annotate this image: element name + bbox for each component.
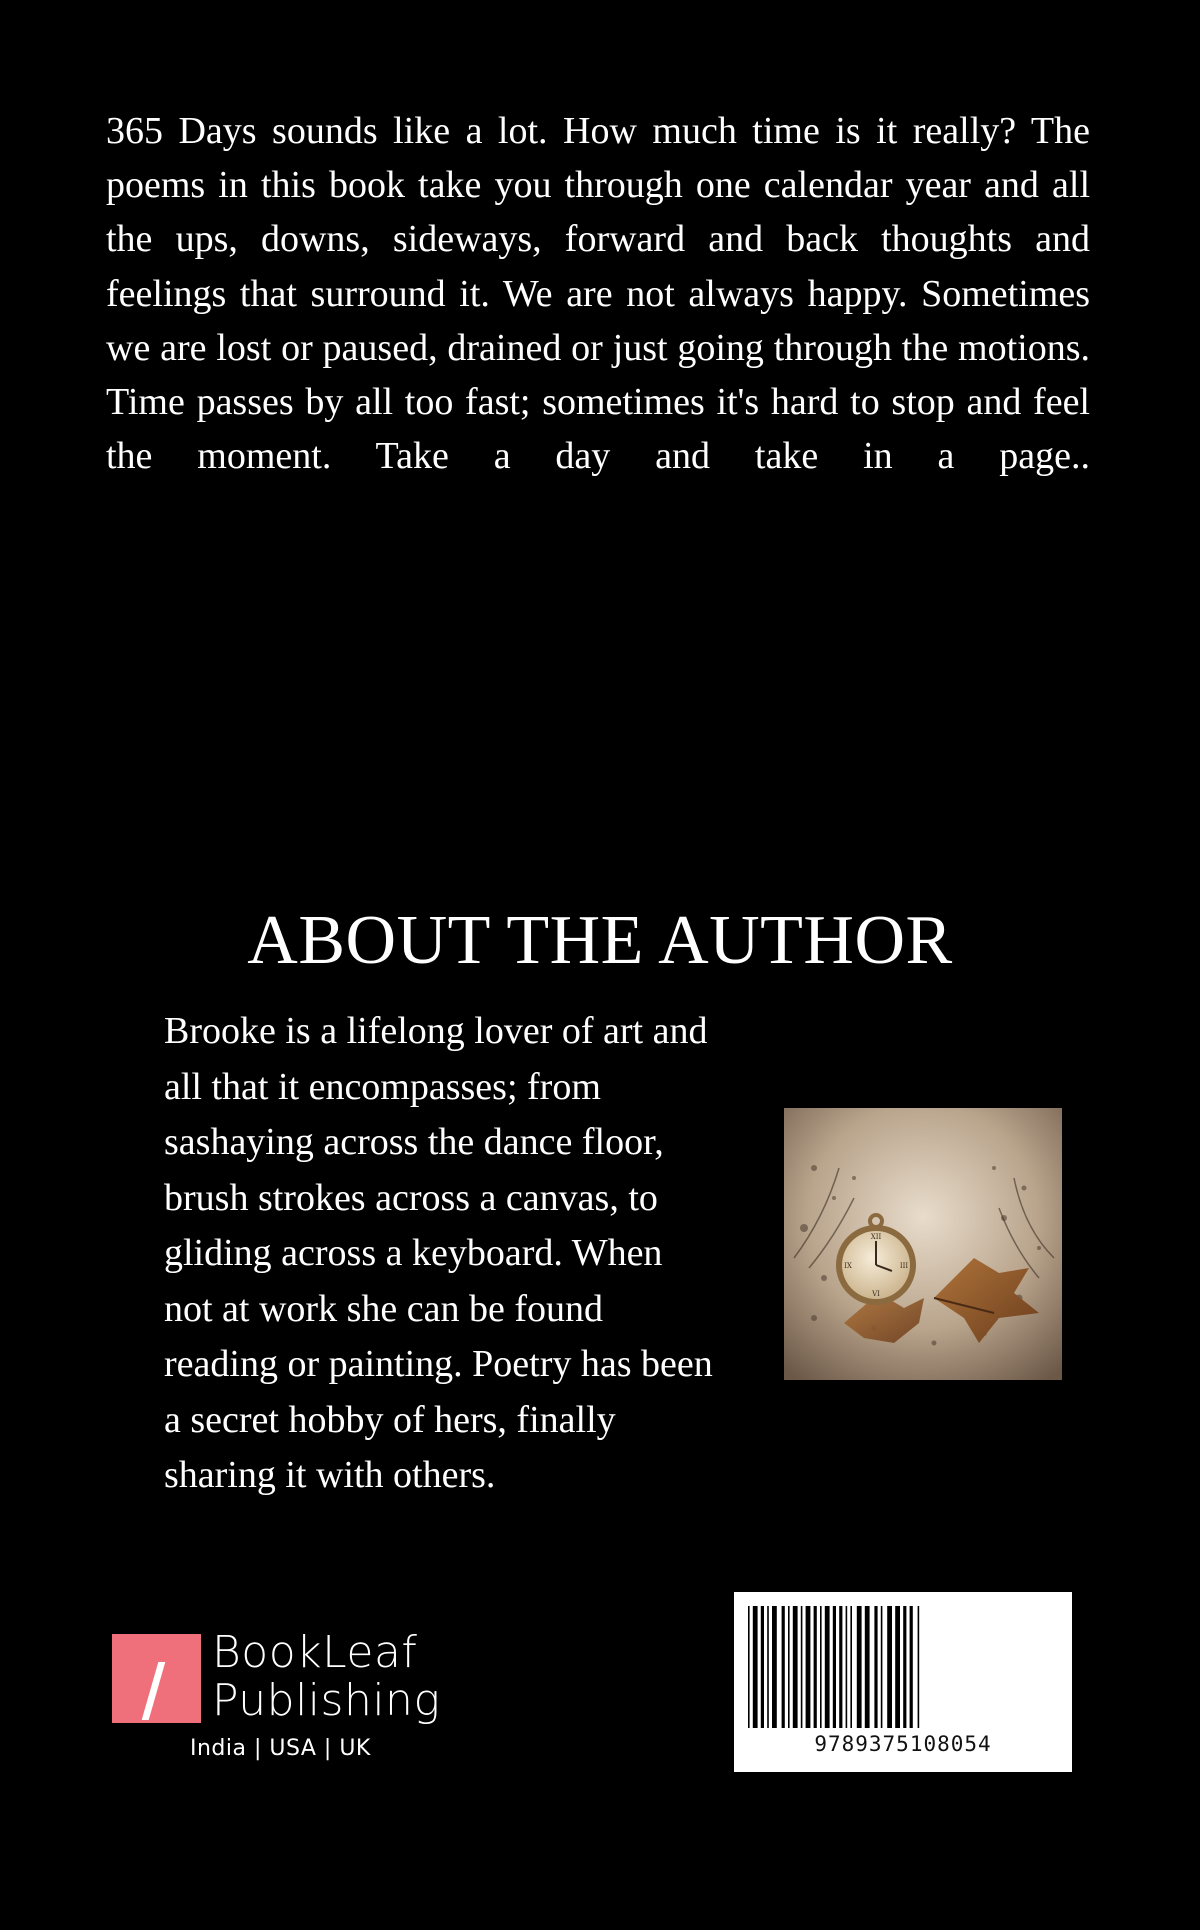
author-bio-line: not at work she can be found <box>164 1287 603 1330</box>
svg-text:III: III <box>899 1262 909 1270</box>
author-bio-line: gliding across a keyboard. When <box>164 1232 663 1274</box>
author-bio-line: sharing it with others. <box>164 1454 496 1496</box>
barcode-bars-icon <box>744 1606 1062 1728</box>
author-bio-line: brush strokes across a canvas, to <box>164 1176 658 1219</box>
back-cover-blurb: 365 Days sounds like a lot. How much time is it really? The poems in this book take you through one calendar year and all the ups, downs, sideways, forward and back thoughts and feelings that surround it. We are not always happy. Sometimes we are lost or paused, drained or just going through the motions. Time passes by all too fast; sometimes it's hard to stop and feel the moment. Take a day and take in a page.. <box>106 110 1090 478</box>
publisher-logo <box>112 1622 472 1772</box>
author-bio-line: sashaying across the dance floor, <box>164 1121 664 1163</box>
slash-icon <box>142 1662 166 1720</box>
svg-text:XII: XII <box>870 1233 882 1241</box>
isbn-barcode <box>734 1592 1072 1772</box>
publisher-regions: India | USA | UK <box>190 1736 371 1761</box>
isbn-number: 9789375108054 <box>814 1732 992 1756</box>
publisher-name-line1: BookLeaf <box>212 1627 418 1678</box>
svg-text:VI: VI <box>872 1290 880 1298</box>
author-bio-line: reading or painting. Poetry has been <box>164 1343 713 1385</box>
about-author-heading: ABOUT THE AUTHOR <box>247 902 953 979</box>
author-bio-line: a secret hobby of hers, finally <box>164 1398 616 1441</box>
author-bio <box>164 1004 784 1504</box>
author-bio-line: Brooke is a lifelong lover of art and <box>164 1010 708 1052</box>
logo-square-mark <box>112 1634 201 1723</box>
pocket-watch-leaves-image <box>784 1108 1062 1380</box>
author-bio-line: all that it encompasses; from <box>164 1065 601 1108</box>
publisher-name-line2: Publishing <box>212 1675 441 1726</box>
svg-text:IX: IX <box>844 1262 852 1270</box>
